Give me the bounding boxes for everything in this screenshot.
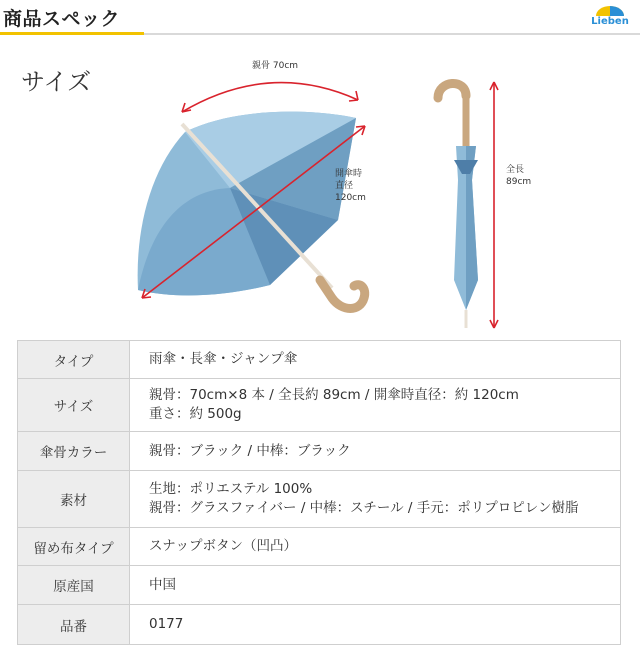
page-header <box>0 0 640 38</box>
spec-label: 傘骨カラー <box>18 432 130 471</box>
spec-row-frame-color <box>18 432 621 471</box>
spec-label: 留め布タイプ <box>18 528 130 566</box>
spec-label: 原産国 <box>18 566 130 605</box>
spec-row-item-number <box>18 605 621 645</box>
page-title: 商品スペック <box>3 8 121 30</box>
logo-text: Lieben <box>591 16 629 27</box>
spec-row-type <box>18 341 621 379</box>
spec-value: 0177 <box>130 605 621 645</box>
spec-value: 雨傘・長傘・ジャンプ傘 <box>130 341 621 379</box>
spec-row-size <box>18 379 621 432</box>
spec-row-material <box>18 471 621 528</box>
spec-value: 生地：ポリエステル 100% 親骨：グラスファイバー / 中棒：スチール / 手元：ポリプロピレン樹脂 <box>130 471 621 528</box>
spec-row-origin <box>18 566 621 605</box>
open-diameter-label: 開傘時 直径 120cm <box>335 169 366 203</box>
spec-row-strap-type <box>18 528 621 566</box>
rib-length-label: 親骨 70cm <box>252 61 299 71</box>
spec-value: 親骨：ブラック / 中棒：ブラック <box>130 432 621 471</box>
brand-logo <box>586 3 634 31</box>
spec-value: 中国 <box>130 566 621 605</box>
spec-value: スナップボタン（凹凸） <box>130 528 621 566</box>
spec-table <box>17 340 621 645</box>
section-title-size: サイズ <box>21 68 92 96</box>
umbrella-size-illustration <box>120 50 580 340</box>
spec-value: 親骨：70cm×8 本 / 全長約 89cm / 開傘時直径：約 120cm 重さ：約 500g <box>130 379 621 432</box>
spec-label: 品番 <box>18 605 130 645</box>
header-accent-bar <box>0 32 144 35</box>
spec-label: タイプ <box>18 341 130 379</box>
spec-label: サイズ <box>18 379 130 432</box>
spec-label: 素材 <box>18 471 130 528</box>
total-length-label: 全長 89cm <box>506 165 532 187</box>
